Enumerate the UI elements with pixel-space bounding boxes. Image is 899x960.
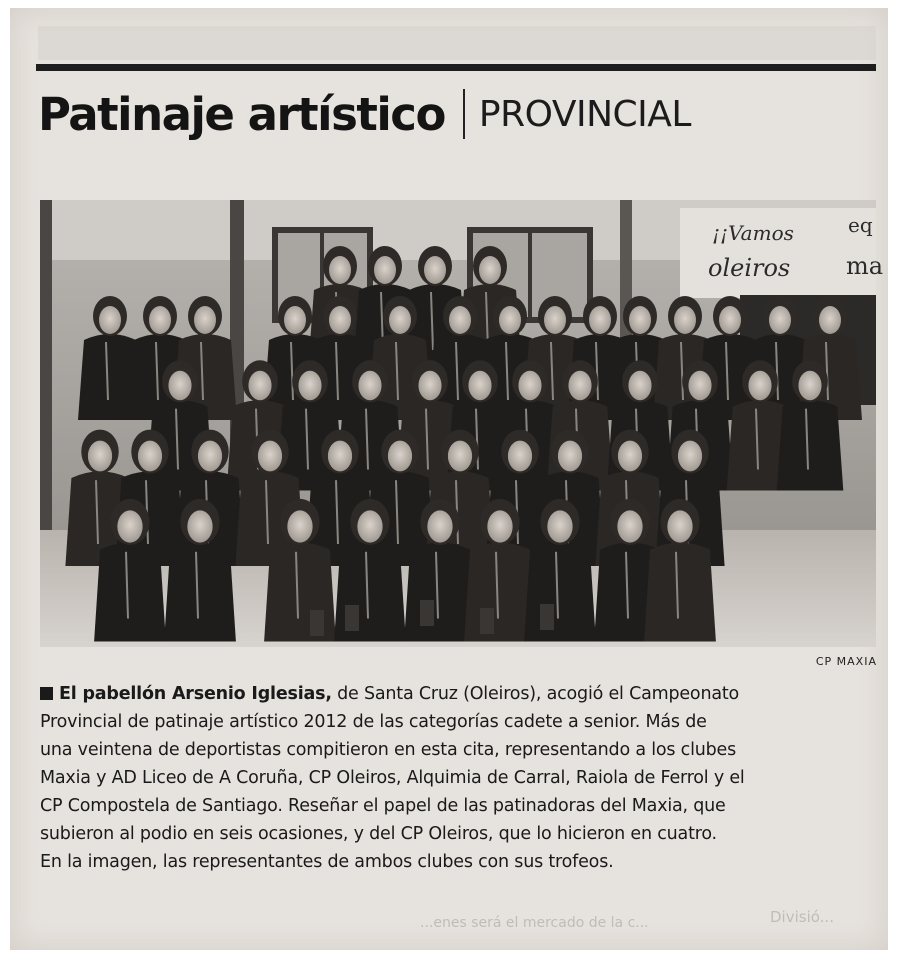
caption-line-3: una veintena de deportistas compitieron en esta cita, representando a los clubes [40, 740, 737, 760]
photo-caption [40, 680, 882, 876]
caption-line-4: Maxia y AD Liceo de A Coruña, CP Oleiros, Alquimia de Carral, Raiola de Ferrol y el [40, 768, 745, 788]
caption-line-1 [40, 680, 882, 708]
photo-credit: CP MAXIA [815, 655, 877, 668]
banner-text-3: eq [848, 213, 873, 237]
banner-text-4: ma [846, 252, 884, 280]
bleed-through-text: ...enes será el mercado de la c... [420, 915, 649, 931]
caption-lead: El pabellón Arsenio Iglesias, [59, 684, 332, 704]
section-title: Patinaje artístico [38, 87, 445, 141]
caption-line-2: Provincial de patinaje artístico 2012 de las categorías cadete a senior. Más de [40, 712, 707, 732]
caption-line-7: En la imagen, las representantes de ambos clubes con sus trofeos. [40, 852, 614, 872]
caption-text: de Santa Cruz (Oleiros), acogió el Campeonato [331, 684, 740, 704]
caption-line-5: CP Compostela de Santiago. Reseñar el papel de las patinadoras del Maxia, que [40, 796, 726, 816]
page-top-band [38, 26, 876, 60]
banner-text-2: oleiros [708, 254, 791, 282]
section-subtitle: PROVINCIAL [478, 93, 691, 135]
caption-line-6: subieron al podio en seis ocasiones, y del CP Oleiros, que lo hicieron en cuatro. [40, 824, 717, 844]
team-photo-illustration [40, 200, 884, 647]
section-rule [36, 64, 876, 71]
square-bullet-icon [40, 687, 53, 700]
bleed-through-text-right: Divisió... [770, 908, 834, 926]
banner-text-1: ¡¡Vamos [712, 221, 794, 245]
team-photo [40, 200, 884, 647]
section-header [38, 82, 691, 146]
header-divider [463, 89, 465, 139]
